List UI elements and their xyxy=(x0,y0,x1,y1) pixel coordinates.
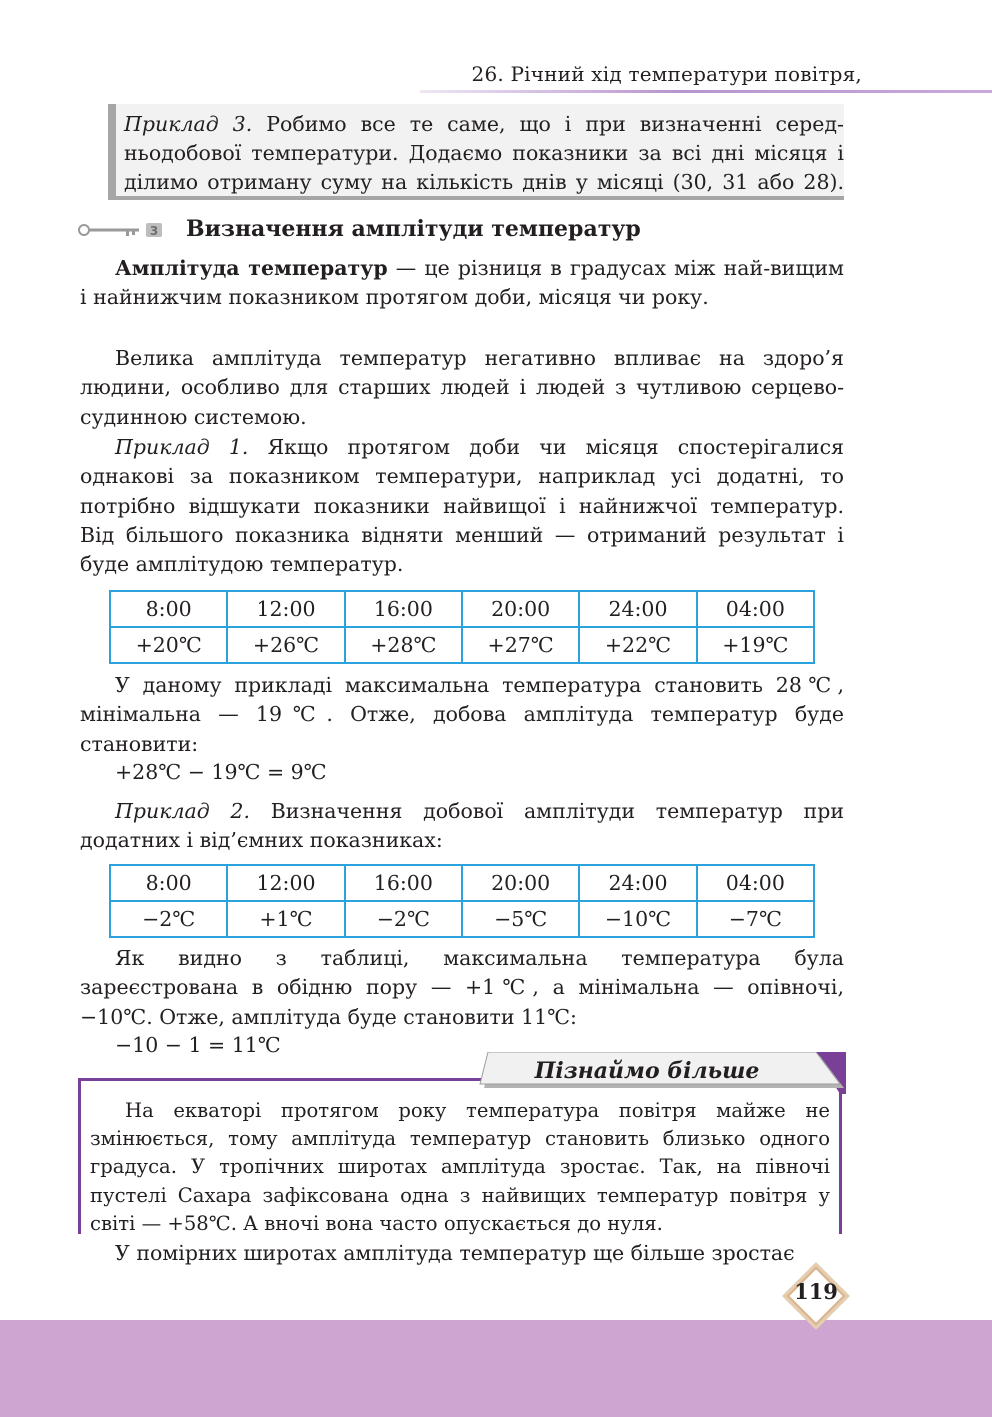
table1-temp-cell: +27℃ xyxy=(462,627,579,663)
example2-paragraph xyxy=(80,797,844,856)
table2-time-cell: 8:00 xyxy=(110,865,227,901)
key-icon xyxy=(78,222,168,238)
result1-formula: +28℃ − 19℃ = 9℃ xyxy=(115,760,327,784)
section-title: Визначення амплітуди температур xyxy=(186,216,641,242)
table1-temp-row xyxy=(110,627,814,663)
page-number: 119 xyxy=(794,1279,838,1304)
example1-paragraph xyxy=(80,433,844,579)
table1-time-cell: 8:00 xyxy=(110,591,227,627)
table2-time-cell: 24:00 xyxy=(579,865,696,901)
temperature-table-1 xyxy=(109,590,815,664)
table2-temp-cell: −10℃ xyxy=(579,901,696,937)
table1-time-cell: 16:00 xyxy=(345,591,462,627)
example1-label: Приклад 1. xyxy=(115,435,249,459)
health-paragraph: Велика амплітуда температур негативно впливає на здоро’я людини, особливо для старших людей і людей з чутливою серцево-судинною системою. xyxy=(80,346,844,429)
note-line-2: ньодобової температури. Додаємо показники за всі дні місяця і xyxy=(124,141,844,165)
note-line-1: Приклад 3. xyxy=(124,112,253,136)
table2-temp-cell: −2℃ xyxy=(345,901,462,937)
table1-temp-cell: +19℃ xyxy=(697,627,814,663)
table2-time-cell: 12:00 xyxy=(227,865,344,901)
table2-time-row xyxy=(110,865,814,901)
continuation-line: У помірних широтах амплітуда температур ще більше зростає xyxy=(115,1241,795,1265)
example1-text: Якщо протягом доби чи місяця спостерігалися однакові за показником температури, наприклад усі додатні, то потрібно відшукати показники найвищої і найнижчої температур. Від більшого показника відняти менший — отриманий результат і буде амплітудою температур. xyxy=(80,435,844,577)
learn-more-text: На екваторі протягом року температура повітря майже не змінюється, тому амплітуда температур становить близько одного градуса. У тропічних широтах амплітуда зростає. Так, на півночі пустелі Сахара зафіксована одна з найвищих температур повітря у світі — +58℃. А вночі вона часто опускається до нуля. xyxy=(90,1099,830,1235)
table1-temp-cell: +20℃ xyxy=(110,627,227,663)
table2-temp-cell: +1℃ xyxy=(227,901,344,937)
result2-paragraph: Як видно з таблиці, максимальна температура була зареєстрована в обідню пору — +1℃, а мінімальна — опівночі, −10℃. Отже, амплітуда буде становити 11℃: xyxy=(80,946,844,1029)
definition-text: — це різниця в градусах між най-вищим і найнижчим показником протягом доби, місяця чи року. xyxy=(80,256,844,310)
example-note-text xyxy=(124,110,844,197)
table1-time-cell: 24:00 xyxy=(579,591,696,627)
table2-temp-cell: −2℃ xyxy=(110,901,227,937)
table2-temp-row xyxy=(110,901,814,937)
table1-time-cell: 04:00 xyxy=(697,591,814,627)
result2-formula: −10 − 1 = 11℃ xyxy=(115,1033,281,1057)
table2-time-cell: 16:00 xyxy=(345,865,462,901)
table2-temp-cell: −5℃ xyxy=(462,901,579,937)
example2-text: Визначення добової амплітуди температур при додатних і від’ємних показниках: xyxy=(80,799,844,853)
table1-temp-cell: +26℃ xyxy=(227,627,344,663)
table1-time-cell: 20:00 xyxy=(462,591,579,627)
note-line-3: ділимо отриману суму на кількість днів у місяці (30, 31 або 28). xyxy=(124,170,844,194)
table2-time-cell: 20:00 xyxy=(462,865,579,901)
header-rule xyxy=(420,90,992,93)
table1-time-cell: 12:00 xyxy=(227,591,344,627)
definition-term: Амплітуда температур xyxy=(115,256,388,280)
table1-time-row xyxy=(110,591,814,627)
running-header: 26. Річний хід температури повітря, xyxy=(471,62,862,86)
section-number: 3 xyxy=(149,224,159,238)
result1-paragraph: У даному прикладі максимальна температура становить 28℃, мінімальна — 19℃. Отже, добова амплітуда температур буде становити: xyxy=(80,673,844,756)
table1-temp-cell: +28℃ xyxy=(345,627,462,663)
learn-more-title: Пізнаймо більше xyxy=(534,1058,760,1084)
table1-temp-cell: +22℃ xyxy=(579,627,696,663)
example2-label: Приклад 2. xyxy=(115,799,250,823)
note-line-1-text: Робимо все те саме, що і при визначенні серед- xyxy=(266,112,844,136)
table2-time-cell: 04:00 xyxy=(697,865,814,901)
definition-paragraph xyxy=(80,254,844,313)
footer-band xyxy=(0,1320,992,1417)
temperature-table-2 xyxy=(109,864,815,938)
table2-temp-cell: −7℃ xyxy=(697,901,814,937)
